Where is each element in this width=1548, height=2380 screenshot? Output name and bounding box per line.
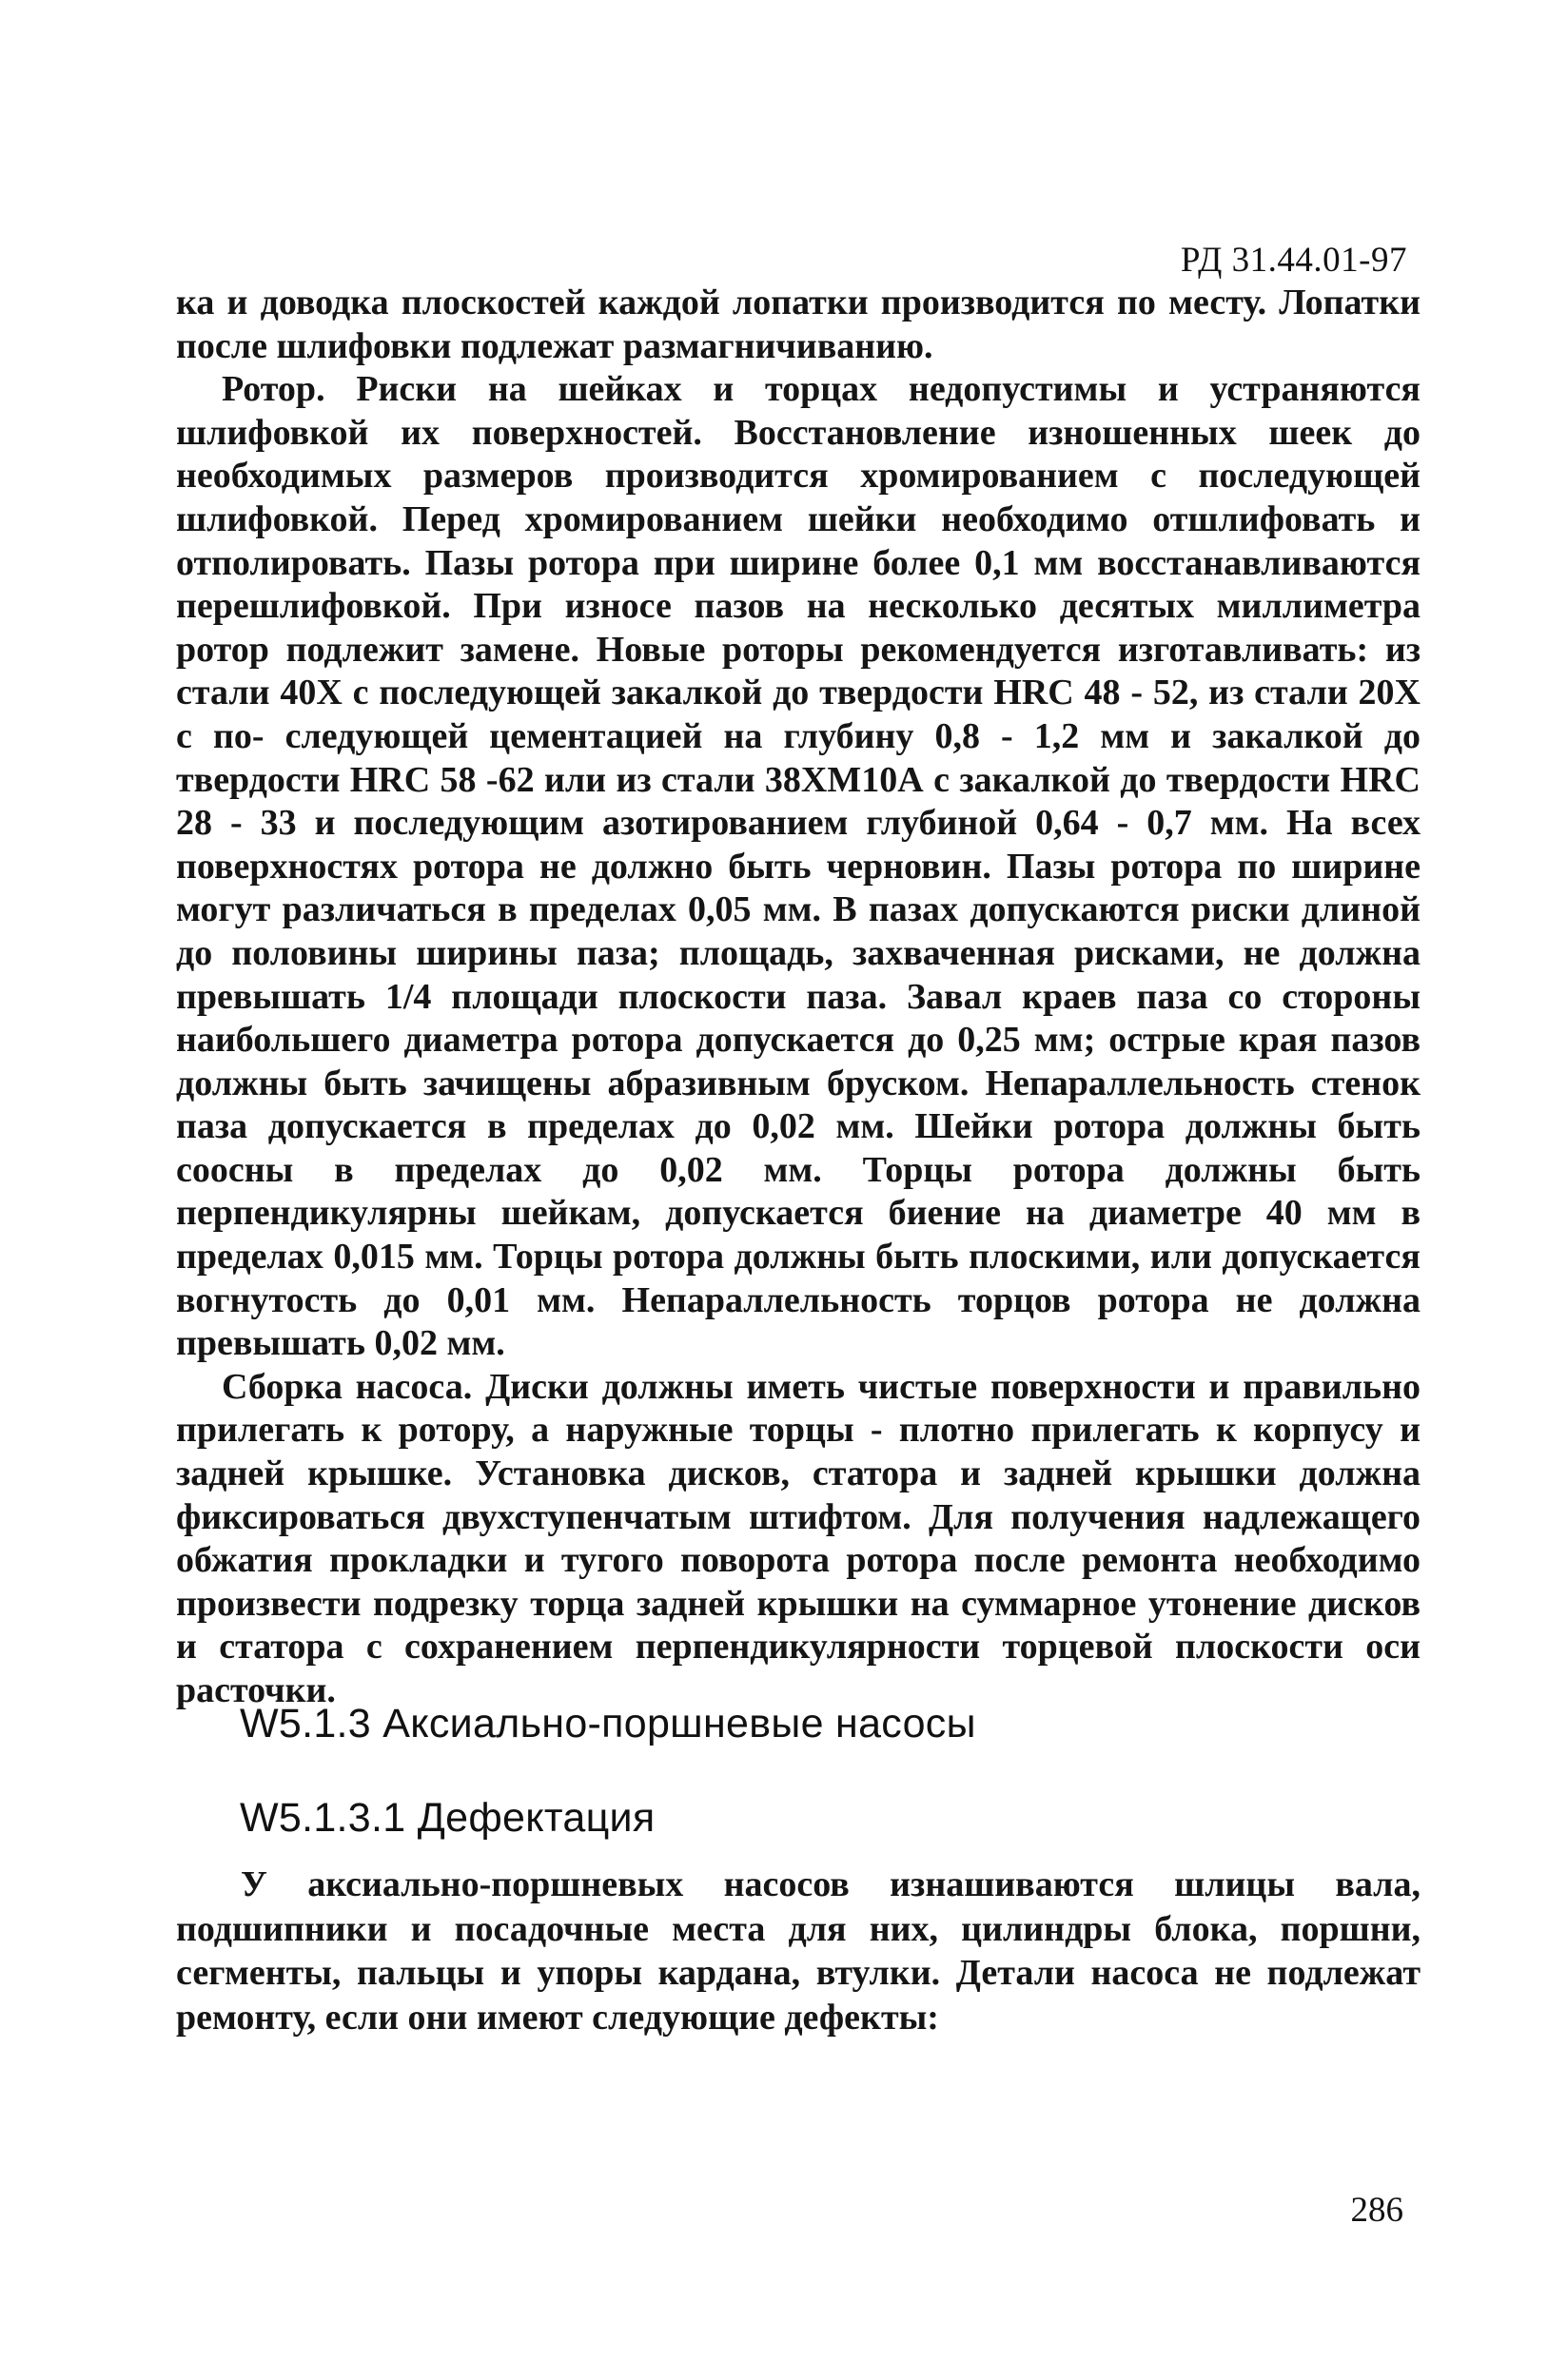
subsection-heading: W5.1.3.1 Дефектация: [240, 1795, 656, 1841]
paragraph-rotor: [176, 368, 1421, 1366]
document-code: РД 31.44.01-97: [1180, 241, 1407, 280]
section-heading: W5.1.3 Аксиально-поршневые насосы: [240, 1701, 976, 1746]
assembly-text: Диски должны иметь чистые поверхности и правильно прилегать к ротору, а наружные торцы - плотно прилегать к корпусу и задней крышке. Установка дисков, статора и задней крышки должна фиксироваться двухступенчатым штифтом. Для получения надлежащего обжатия прокладки и тугого поворота ротора после ремонта необходимо произвести подрезку торца задней крышки на суммарное утонение дисков и статора с сохранением перпендикулярности торцевой плоскости оси расточки.: [176, 1366, 1421, 1710]
defect-section-text: [176, 1863, 1421, 2039]
paragraph-assembly: [176, 1366, 1421, 1713]
paragraph-blades: ка и доводка плоскостей каждой лопатки производится по месту. Лопатки после шлифовки подлежат размагничиванию.: [176, 283, 1421, 366]
body-text: [176, 282, 1421, 1713]
assembly-lead: Сборка насоса.: [222, 1366, 473, 1407]
rotor-lead: Ротор.: [222, 369, 325, 410]
page-number: 286: [1350, 2191, 1403, 2230]
rotor-text: Риски на шейках и торцах недопустимы и устраняются шлифовкой их поверхностей. Восстановление изношенных шеек до необходимых размеров производится хромированием с последующей шлифовкой. Перед хромированием шейки необходимо отшлифовать и отполировать. Пазы ротора при ширине более 0,1 мм восстанавливаются перешлифовкой. При износе пазов на несколько десятых миллиметра ротор подлежит замене. Новые роторы рекомендуется изготавливать: из стали 40Х с последующей закалкой до твердости HRC 48 - 52, из стали 20Х с по- следующей цементацией на глубину 0,8 - 1,2 мм и закалкой до твердости HRC 58 -62 или из стали 38ХМ10А с закалкой до твердости HRC 28 - 33 и последующим азотированием глубиной 0,64 - 0,7 мм. На всех поверхностях ротора не должно быть черновин. Пазы ротора по ширине могут различаться в пределах 0,05 мм. В пазах допускаются риски длиной до половины ширины паза; площадь, захваченная рисками, не должна превышать 1/4 площади плоскости паза. Завал краев паза со стороны наибольшего диаметра ротора допускается до 0,25 мм; острые края пазов должны быть зачищены абразивным бруском. Непараллельность стенок паза допускается в пределах до 0,02 мм. Шейки ротора должны быть соосны в пределах до 0,02 мм. Торцы ротора должны быть перпендикулярны шейкам, допускается биение на диаметре 40 мм в пределах 0,015 мм. Торцы ротора должны быть плоскими, или допускается вогнутость до 0,01 мм. Непараллельность торцов ротора не должна превышать 0,02 мм.: [176, 369, 1421, 1364]
paragraph-defects: У аксиально-поршневых насосов изнашиваются шлицы вала, подшипники и посадочные места для них, цилиндры блока, поршни, сегменты, пальцы и упоры кардана, втулки. Детали насоса не подлежат ремонту, если они имеют следующие дефекты:: [176, 1864, 1421, 2038]
